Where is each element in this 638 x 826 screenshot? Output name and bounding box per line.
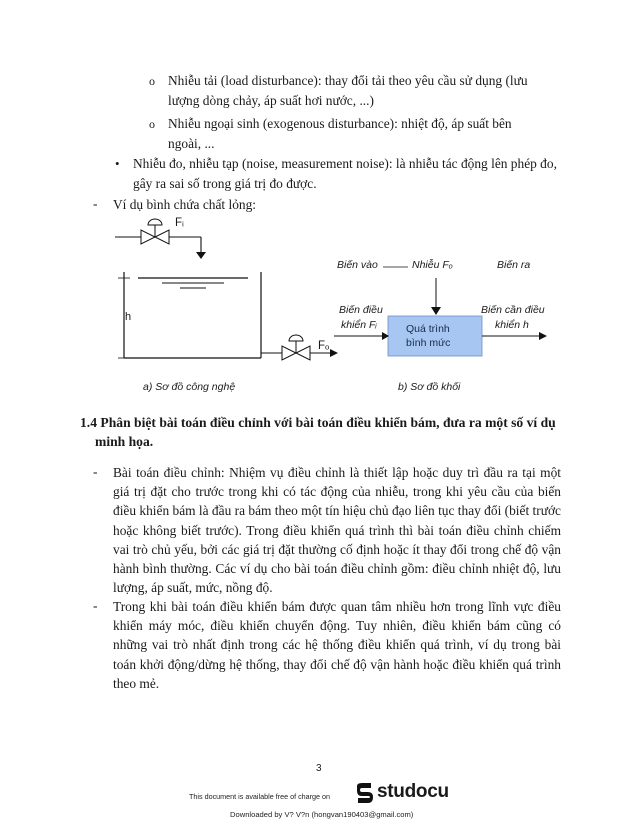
- process-label-1: Quá trình: [406, 323, 450, 335]
- downloaded-by: Downloaded by V? V?n (hongvan190403@gmail.com): [230, 810, 414, 819]
- inlet-valve: [141, 230, 155, 244]
- section-title-line-2: minh họa.: [95, 434, 154, 449]
- paragraph-tracking: Trong khi bài toán điều khiển bám được quan tâm nhiều hơn trong lĩnh vực điều khiển máy móc, điều khiển chuyển động. Tuy nhiên, điều khiển bám cũng có những vai trò nhất định trong các hệ thống điều khiển quá trình, ví dụ trong bài toán khởi động/dừng hệ thống, thay đổi chế độ vận hành hoặc điều khiển quá trình theo mẻ.: [113, 599, 561, 691]
- dash-marker: -: [93, 464, 98, 479]
- paragraph-regulation: Bài toán điều chỉnh: Nhiệm vụ điều chỉnh là thiết lập hoặc duy trì đầu ra tại một giá trị đặt cho trước trong khi có tác động của nhiễu, trong khi yêu cầu của biến điều khiển bám là đầu ra bám theo một tín hiệu chủ đạo liên tục thay đổi (biết trước hoặc không biết trước). Trong điều khiển quá trình thì bài toán điều chỉnh chiếm vai trò chủ yếu, bởi các giá trị đặt thường cố định hoặc ít thay đổi trong chế độ vận hành bình thường. Các ví dụ cho bài toán điều chỉnh gồm: điều chỉnh nhiệt độ, lưu lượng, áp suất, mức, nồng độ.: [113, 465, 561, 596]
- exogenous-disturbance-line-1: Nhiễu ngoại sinh (exogenous disturbance): nhiệt độ, áp suất bên: [168, 116, 512, 131]
- section-number: 1.4: [80, 415, 97, 430]
- input-label: Biến vào: [337, 259, 378, 271]
- height-label: h: [125, 311, 132, 323]
- controlled-label-1: Biến cần điều: [481, 304, 545, 316]
- load-disturbance-line-1: Nhiễu tải (load disturbance): thay đổi tải theo yêu cầu sử dụng (lưu: [168, 73, 528, 88]
- fo-label: Fₒ: [318, 340, 330, 352]
- controlled-label-2: khiển h: [495, 319, 529, 331]
- noise-line-1: Nhiễu đo, nhiễu tạp (noise, measurement noise): là nhiễu tác động lên phép đo,: [133, 156, 557, 171]
- noise-line-2: gây ra sai số trong giá trị đo được.: [133, 176, 317, 191]
- outlet-valve: [282, 346, 296, 360]
- disturbance-label: Nhiễu Fₒ: [412, 259, 453, 271]
- manipulated-label-2: khiển Fᵢ: [341, 319, 377, 331]
- studocu-logo-icon: [354, 781, 376, 805]
- page-number: 3: [316, 763, 322, 774]
- dash-marker: -: [93, 196, 98, 211]
- process-label-2: bình mức: [406, 337, 451, 349]
- section-heading: [80, 413, 580, 432]
- process-block: [388, 316, 482, 356]
- bullet-marker: •: [115, 156, 120, 171]
- load-disturbance-line-2: lượng dòng chảy, áp suất hơi nước, ...): [168, 93, 374, 108]
- example-line: Ví dụ bình chứa chất lỏng:: [113, 197, 256, 212]
- disturbance-arrow: [431, 307, 441, 315]
- sub-bullet-marker: o: [149, 74, 155, 88]
- inlet-arrow: [196, 252, 206, 259]
- fi-label: Fᵢ: [175, 217, 184, 229]
- output-arrow: [539, 332, 547, 340]
- output-label: Biến ra: [497, 259, 531, 271]
- caption-block: b) Sơ đồ khối: [398, 381, 461, 393]
- caption-technology: a) Sơ đồ công nghệ: [143, 381, 236, 393]
- valve-actuator: [148, 219, 162, 225]
- tank-diagram: [108, 212, 348, 372]
- studocu-brand: studocu: [377, 781, 449, 802]
- section-title-line-1: Phân biệt bài toán điều chỉnh với bài toán điều khiển bám, đưa ra một số ví dụ: [100, 415, 556, 430]
- available-text: This document is available free of charge on: [189, 792, 331, 801]
- sub-bullet-marker: o: [149, 117, 155, 131]
- exogenous-disturbance-line-2: ngoài, ...: [168, 136, 215, 151]
- dash-marker: -: [93, 598, 98, 613]
- manipulated-label-1: Biến điều: [339, 304, 383, 316]
